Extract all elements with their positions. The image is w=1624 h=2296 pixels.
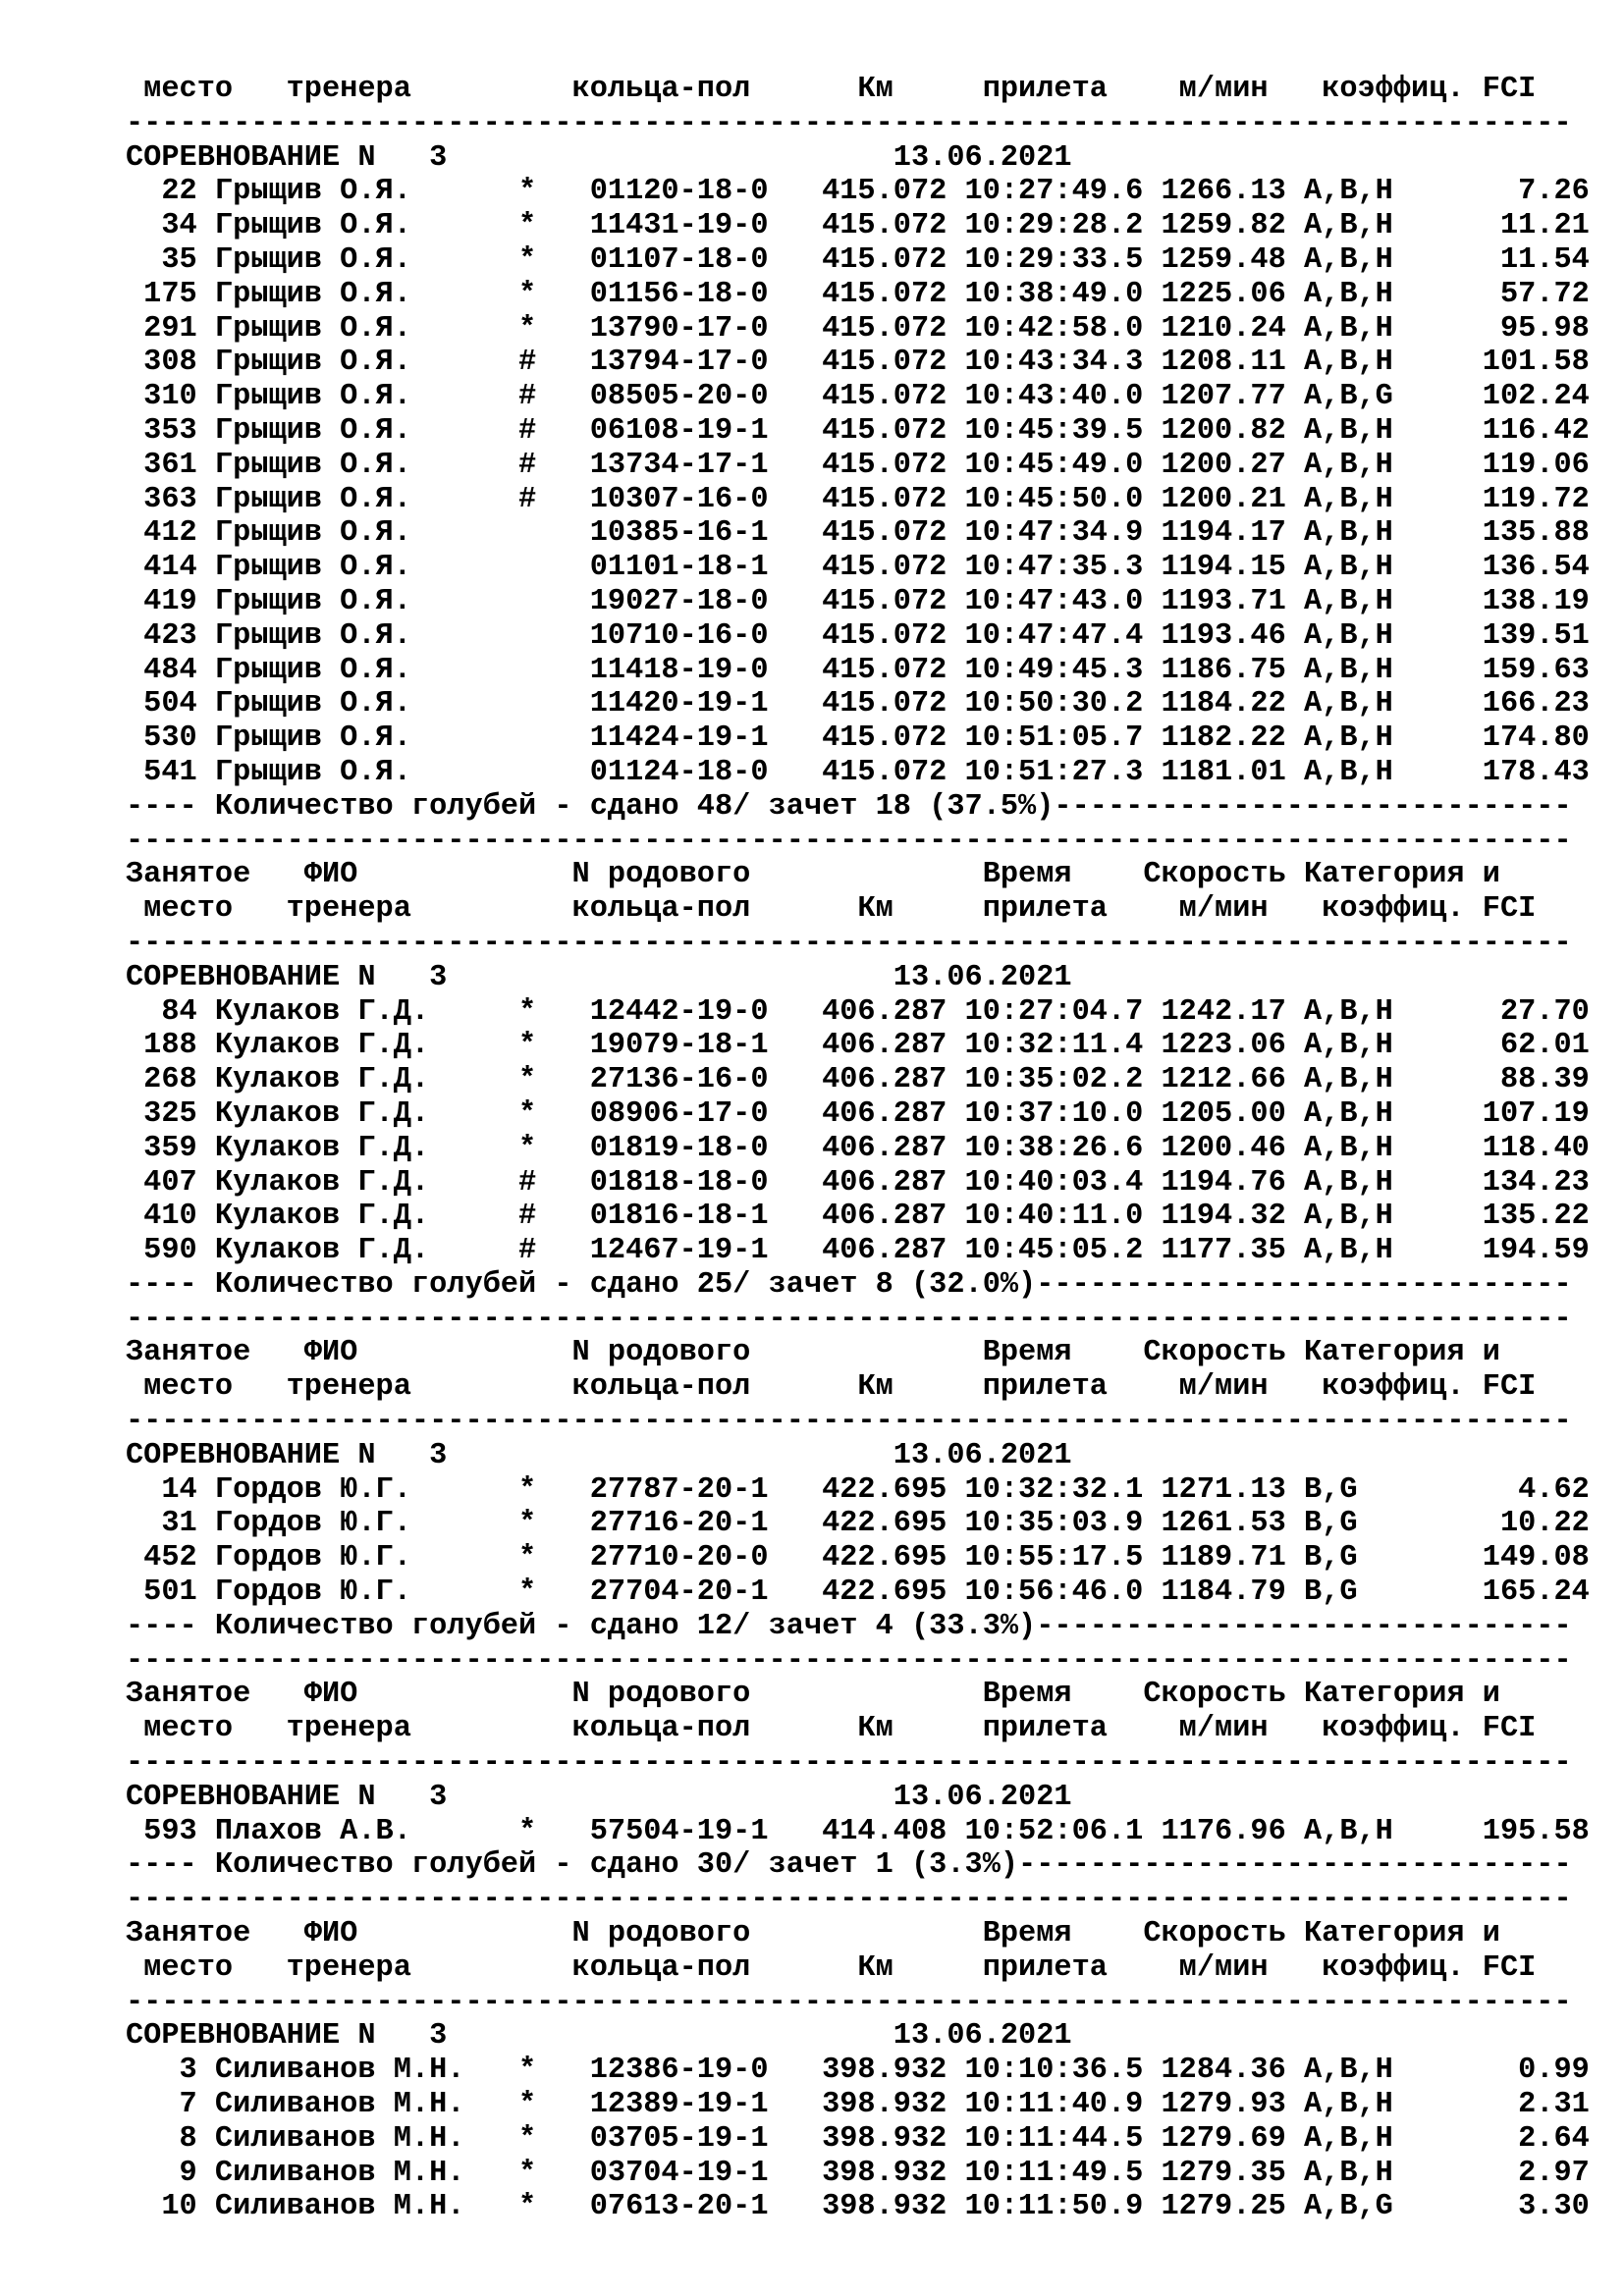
separator-line: --------------------------------------------------------------------------------- <box>126 1746 1572 1781</box>
separator-line: --------------------------------------------------------------------------------- <box>126 1405 1572 1439</box>
competition-header: СОРЕВНОВАНИЕ N 3 13.06.2021 <box>126 2019 1072 2054</box>
table-row: 363 Грыщив О.Я. # 10307-16-0 415.072 10:45:50.0 1200.21 A,B,H 119.72 <box>126 482 1590 516</box>
table-row: 593 Плахов А.В. * 57504-19-1 414.408 10:52:06.1 1176.96 A,B,H 195.58 <box>126 1814 1590 1848</box>
separator-line: --------------------------------------------------------------------------------- <box>126 1985 1572 2019</box>
table-row: 10 Силиванов М.Н. * 07613-20-1 398.932 10:11:50.9 1279.25 A,B,G 3.30 <box>126 2190 1590 2224</box>
table-row: 34 Грыщив О.Я. * 11431-19-0 415.072 10:29:28.2 1259.82 A,B,H 11.21 <box>126 209 1590 243</box>
table-row: 9 Силиванов М.Н. * 03704-19-1 398.932 10:11:49.5 1279.35 A,B,H 2.97 <box>126 2156 1590 2190</box>
table-row: 484 Грыщив О.Я. 11418-19-0 415.072 10:49:45.3 1186.75 A,B,H 159.63 <box>126 653 1590 687</box>
table-row: 22 Грыщив О.Я. * 01120-18-0 415.072 10:27:49.6 1266.13 A,B,H 7.26 <box>126 175 1590 209</box>
separator-line: --------------------------------------------------------------------------------- <box>126 106 1572 140</box>
summary-line: ---- Количество голубей - сдано 12/ зачет 4 (33.3%)------------------------------ <box>126 1609 1572 1643</box>
table-row: 412 Грыщив О.Я. 10385-16-1 415.072 10:47:34.9 1194.17 A,B,H 135.88 <box>126 516 1590 551</box>
table-row: 3 Силиванов М.Н. * 12386-19-0 398.932 10:10:36.5 1284.36 A,B,H 0.99 <box>126 2054 1590 2088</box>
table-row: 501 Гордов Ю.Г. * 27704-20-1 422.695 10:56:46.0 1184.79 B,G 165.24 <box>126 1575 1590 1610</box>
table-row: 361 Грыщив О.Я. # 13734-17-1 415.072 10:45:49.0 1200.27 A,B,H 119.06 <box>126 448 1590 482</box>
table-row: 530 Грыщив О.Я. 11424-19-1 415.072 10:51:05.7 1182.22 A,B,H 174.80 <box>126 721 1590 756</box>
competition-header: СОРЕВНОВАНИЕ N 3 13.06.2021 <box>126 1780 1072 1814</box>
table-row: 423 Грыщив О.Я. 10710-16-0 415.072 10:47:47.4 1193.46 A,B,H 139.51 <box>126 618 1590 653</box>
column-header: место тренера кольца-пол Км прилета м/мин коэффиц. FCI <box>126 1950 1537 1985</box>
table-row: 14 Гордов Ю.Г. * 27787-20-1 422.695 10:32:32.1 1271.13 B,G 4.62 <box>126 1472 1590 1507</box>
table-row: 359 Кулаков Г.Д. * 01819-18-0 406.287 10:38:26.6 1200.46 A,B,H 118.40 <box>126 1131 1590 1165</box>
table-row: 407 Кулаков Г.Д. # 01818-18-0 406.287 10:40:03.4 1194.76 A,B,H 134.23 <box>126 1165 1590 1200</box>
column-header: Занятое ФИО N родового Время Скорость Категория и <box>126 858 1500 892</box>
table-row: 541 Грыщив О.Я. 01124-18-0 415.072 10:51:27.3 1181.01 A,B,H 178.43 <box>126 755 1590 789</box>
separator-line: --------------------------------------------------------------------------------- <box>126 926 1572 960</box>
competition-header: СОРЕВНОВАНИЕ N 3 13.06.2021 <box>126 140 1072 175</box>
results-printout <box>126 73 1590 2224</box>
separator-line: --------------------------------------------------------------------------------- <box>126 1643 1572 1678</box>
summary-line: ---- Количество голубей - сдано 25/ зачет 8 (32.0%)------------------------------ <box>126 1267 1572 1302</box>
table-row: 175 Грыщив О.Я. * 01156-18-0 415.072 10:38:49.0 1225.06 A,B,H 57.72 <box>126 277 1590 311</box>
summary-line: ---- Количество голубей - сдано 30/ зачет 1 (3.3%)------------------------------- <box>126 1848 1572 1883</box>
separator-line: --------------------------------------------------------------------------------- <box>126 1883 1572 1917</box>
table-row: 325 Кулаков Г.Д. * 08906-17-0 406.287 10:37:10.0 1205.00 A,B,H 107.19 <box>126 1096 1590 1131</box>
table-row: 452 Гордов Ю.Г. * 27710-20-0 422.695 10:55:17.5 1189.71 B,G 149.08 <box>126 1541 1590 1575</box>
table-row: 419 Грыщив О.Я. 19027-18-0 415.072 10:47:43.0 1193.71 A,B,H 138.19 <box>126 584 1590 618</box>
table-row: 308 Грыщив О.Я. # 13794-17-0 415.072 10:43:34.3 1208.11 A,B,H 101.58 <box>126 346 1590 380</box>
competition-header: СОРЕВНОВАНИЕ N 3 13.06.2021 <box>126 960 1072 994</box>
competition-header: СОРЕВНОВАНИЕ N 3 13.06.2021 <box>126 1438 1072 1472</box>
column-header: место тренера кольца-пол Км прилета м/мин коэффиц. FCI <box>126 892 1537 927</box>
table-row: 310 Грыщив О.Я. # 08505-20-0 415.072 10:43:40.0 1207.77 A,B,G 102.24 <box>126 380 1590 414</box>
table-row: 590 Кулаков Г.Д. # 12467-19-1 406.287 10:45:05.2 1177.35 A,B,H 194.59 <box>126 1234 1590 1268</box>
table-row: 291 Грыщив О.Я. * 13790-17-0 415.072 10:42:58.0 1210.24 A,B,H 95.98 <box>126 311 1590 346</box>
table-row: 8 Силиванов М.Н. * 03705-19-1 398.932 10:11:44.5 1279.69 A,B,H 2.64 <box>126 2121 1590 2156</box>
column-header: Занятое ФИО N родового Время Скорость Категория и <box>126 1336 1500 1370</box>
table-row: 414 Грыщив О.Я. 01101-18-1 415.072 10:47:35.3 1194.15 A,B,H 136.54 <box>126 551 1590 585</box>
separator-line: --------------------------------------------------------------------------------- <box>126 824 1572 858</box>
table-row: 504 Грыщив О.Я. 11420-19-1 415.072 10:50:30.2 1184.22 A,B,H 166.23 <box>126 687 1590 721</box>
summary-line: ---- Количество голубей - сдано 48/ зачет 18 (37.5%)----------------------------- <box>126 789 1572 824</box>
table-row: 31 Гордов Ю.Г. * 27716-20-1 422.695 10:35:03.9 1261.53 B,G 10.22 <box>126 1507 1590 1541</box>
column-header: Занятое ФИО N родового Время Скорость Категория и <box>126 1678 1500 1712</box>
column-header: место тренера кольца-пол Км прилета м/мин коэффиц. FCI <box>126 73 1537 106</box>
table-row: 84 Кулаков Г.Д. * 12442-19-0 406.287 10:27:04.7 1242.17 A,B,H 27.70 <box>126 994 1590 1029</box>
column-header: Занятое ФИО N родового Время Скорость Категория и <box>126 1917 1500 1951</box>
table-row: 410 Кулаков Г.Д. # 01816-18-1 406.287 10:40:11.0 1194.32 A,B,H 135.22 <box>126 1200 1590 1234</box>
table-row: 7 Силиванов М.Н. * 12389-19-1 398.932 10:11:40.9 1279.93 A,B,H 2.31 <box>126 2088 1590 2122</box>
table-row: 353 Грыщив О.Я. # 06108-19-1 415.072 10:45:39.5 1200.82 A,B,H 116.42 <box>126 413 1590 448</box>
table-row: 35 Грыщив О.Я. * 01107-18-0 415.072 10:29:33.5 1259.48 A,B,H 11.54 <box>126 242 1590 277</box>
table-row: 268 Кулаков Г.Д. * 27136-16-0 406.287 10:35:02.2 1212.66 A,B,H 88.39 <box>126 1063 1590 1097</box>
column-header: место тренера кольца-пол Км прилета м/мин коэффиц. FCI <box>126 1370 1537 1405</box>
table-row: 188 Кулаков Г.Д. * 19079-18-1 406.287 10:32:11.4 1223.06 A,B,H 62.01 <box>126 1029 1590 1063</box>
column-header: место тренера кольца-пол Км прилета м/мин коэффиц. FCI <box>126 1712 1537 1746</box>
separator-line: --------------------------------------------------------------------------------- <box>126 1302 1572 1336</box>
